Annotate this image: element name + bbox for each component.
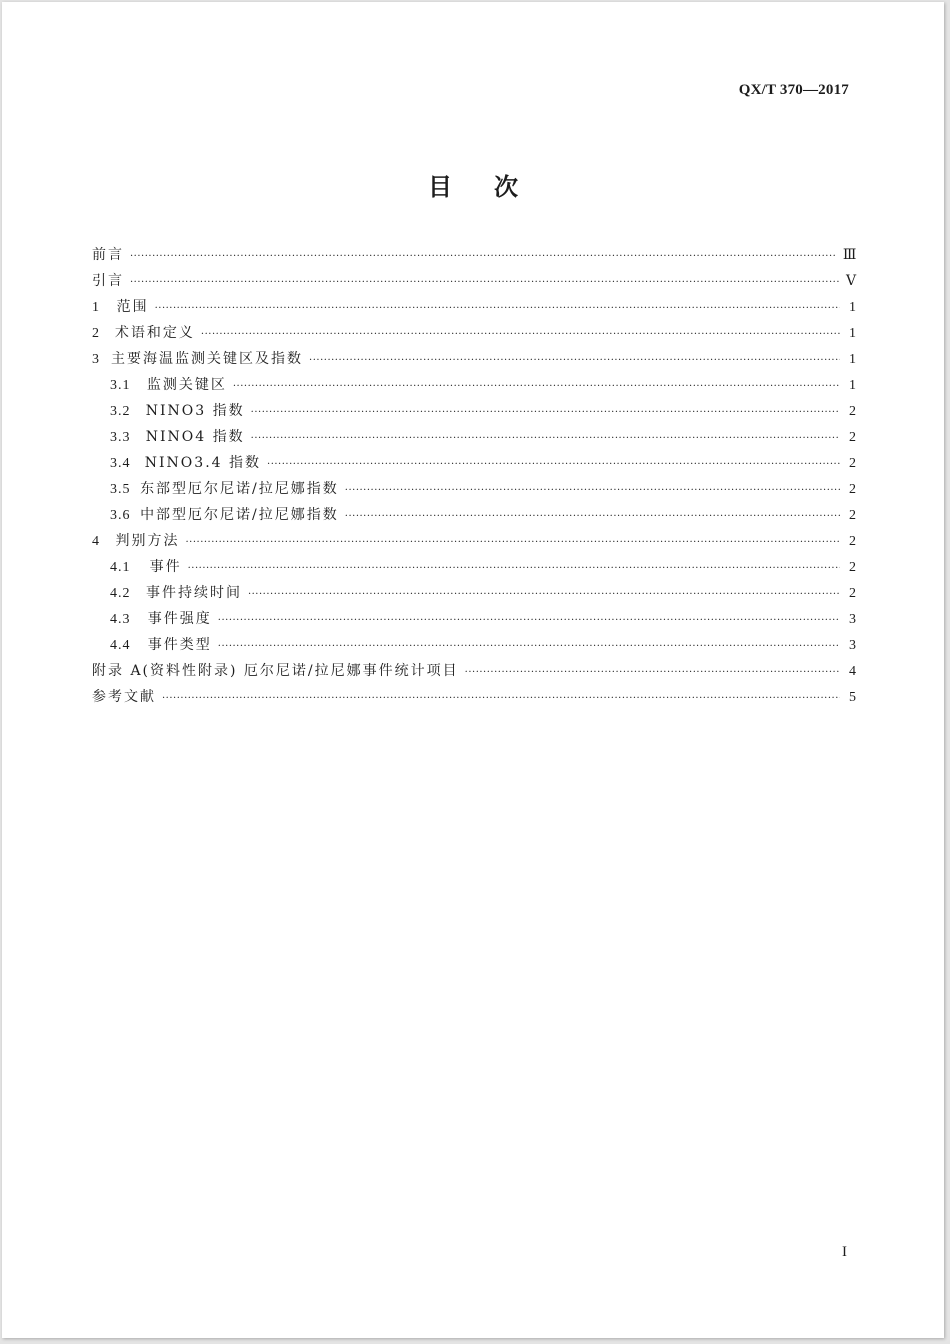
toc-entry-page: 4	[849, 664, 856, 679]
toc-leader-dots	[251, 400, 840, 426]
toc-leader-dots	[185, 530, 840, 556]
toc-entry-label: 事件	[149, 559, 182, 575]
toc-entry[interactable]	[92, 580, 856, 606]
toc-leader-dots	[162, 686, 840, 712]
toc-entry-label: 事件强度	[147, 611, 212, 627]
toc-entry-label: 事件持续时间	[145, 585, 242, 601]
toc-entry-number: 3.5	[110, 482, 131, 497]
toc-leader-dots	[248, 582, 840, 608]
toc-entry-page: 2	[849, 534, 856, 549]
table-of-contents	[92, 242, 856, 710]
toc-entry-page: 2	[849, 404, 856, 419]
toc-entry[interactable]	[92, 372, 856, 398]
toc-entry-label: 附录 A(资料性附录) 厄尔尼诺/拉尼娜事件统计项目	[92, 663, 459, 679]
toc-entry-number: 4.4	[110, 638, 131, 653]
toc-entry-label: 东部型厄尔尼诺/拉尼娜指数	[140, 481, 339, 497]
toc-entry-page: 3	[849, 612, 856, 627]
toc-entry-page: 5	[849, 690, 856, 705]
toc-entry[interactable]	[92, 242, 856, 268]
toc-leader-dots	[233, 374, 840, 400]
toc-entry-label: 判别方法	[115, 533, 180, 549]
toc-leader-dots	[345, 478, 840, 504]
toc-entry-page: 2	[849, 456, 856, 471]
toc-entry[interactable]	[92, 632, 856, 658]
toc-leader-dots	[130, 270, 840, 296]
toc-leader-dots	[218, 608, 840, 634]
toc-title: 目次	[428, 173, 560, 201]
toc-leader-dots	[309, 348, 840, 374]
toc-entry[interactable]	[92, 502, 856, 528]
toc-entry-label: 引言	[92, 273, 124, 289]
toc-entry[interactable]	[92, 424, 856, 450]
toc-entry[interactable]	[92, 554, 856, 580]
toc-leader-dots	[218, 634, 840, 660]
toc-entry-label: 事件类型	[147, 637, 212, 653]
toc-leader-dots	[345, 504, 840, 530]
toc-leader-dots	[188, 556, 840, 582]
toc-entry-page: 1	[849, 300, 856, 315]
toc-entry-page: 1	[849, 326, 856, 341]
toc-entry-number: 3.6	[110, 508, 131, 523]
toc-entry-number: 1	[92, 300, 100, 315]
toc-entry[interactable]	[92, 658, 856, 684]
toc-entry[interactable]	[92, 398, 856, 424]
toc-entry-number: 3.3	[110, 430, 131, 445]
toc-entry[interactable]	[92, 450, 856, 476]
toc-entry-label: NINO3.4 指数	[144, 455, 262, 471]
toc-entry[interactable]	[92, 606, 856, 632]
toc-entry-label: 主要海温监测关键区及指数	[111, 351, 304, 367]
toc-entry-label: 中部型厄尔尼诺/拉尼娜指数	[140, 507, 339, 523]
toc-leader-dots	[267, 452, 840, 478]
toc-leader-dots	[130, 244, 837, 270]
toc-leader-dots	[465, 660, 840, 686]
toc-entry-number: 4.2	[110, 586, 131, 601]
toc-entry-label: NINO4 指数	[145, 429, 245, 445]
toc-entry[interactable]	[92, 268, 856, 294]
page-number: I	[842, 1244, 847, 1260]
toc-entry-page: 2	[849, 430, 856, 445]
toc-entry[interactable]	[92, 346, 856, 372]
toc-leader-dots	[251, 426, 840, 452]
document-code: QX/T 370—2017	[738, 82, 849, 98]
toc-leader-dots	[155, 296, 840, 322]
toc-entry-number: 4.1	[110, 560, 131, 575]
toc-entry[interactable]	[92, 684, 856, 710]
toc-entry-number: 4.3	[110, 612, 131, 627]
document-page	[2, 2, 944, 1338]
toc-entry-number: 2	[92, 326, 100, 341]
toc-entry-page: 3	[849, 638, 856, 653]
toc-entry-page: 2	[849, 508, 856, 523]
toc-entry-label: 前言	[92, 247, 124, 263]
toc-entry-number: 3.1	[110, 378, 131, 393]
toc-entry[interactable]	[92, 528, 856, 554]
toc-entry-label: 参考文献	[92, 689, 156, 705]
toc-entry-label: 范围	[116, 299, 149, 315]
toc-entry-page: 2	[849, 482, 856, 497]
toc-entry-page: 2	[849, 586, 856, 601]
toc-entry-label: NINO3 指数	[145, 403, 245, 419]
toc-entry-label: 监测关键区	[146, 377, 227, 393]
toc-entry-number: 3.4	[110, 456, 131, 471]
toc-entry-number: 3.2	[110, 404, 131, 419]
toc-entry-page: 2	[849, 560, 856, 575]
toc-entry-page: Ⅲ	[842, 248, 857, 263]
toc-entry-page: 1	[849, 378, 856, 393]
toc-entry[interactable]	[92, 320, 856, 346]
toc-entry[interactable]	[92, 476, 856, 502]
toc-entry-page: 1	[849, 352, 856, 367]
toc-entry[interactable]	[92, 294, 856, 320]
toc-leader-dots	[201, 322, 840, 348]
toc-entry-number: 3	[92, 352, 100, 367]
toc-entry-page: Ⅴ	[846, 274, 857, 289]
toc-entry-label: 术语和定义	[114, 325, 195, 341]
toc-entry-number: 4	[92, 534, 100, 549]
